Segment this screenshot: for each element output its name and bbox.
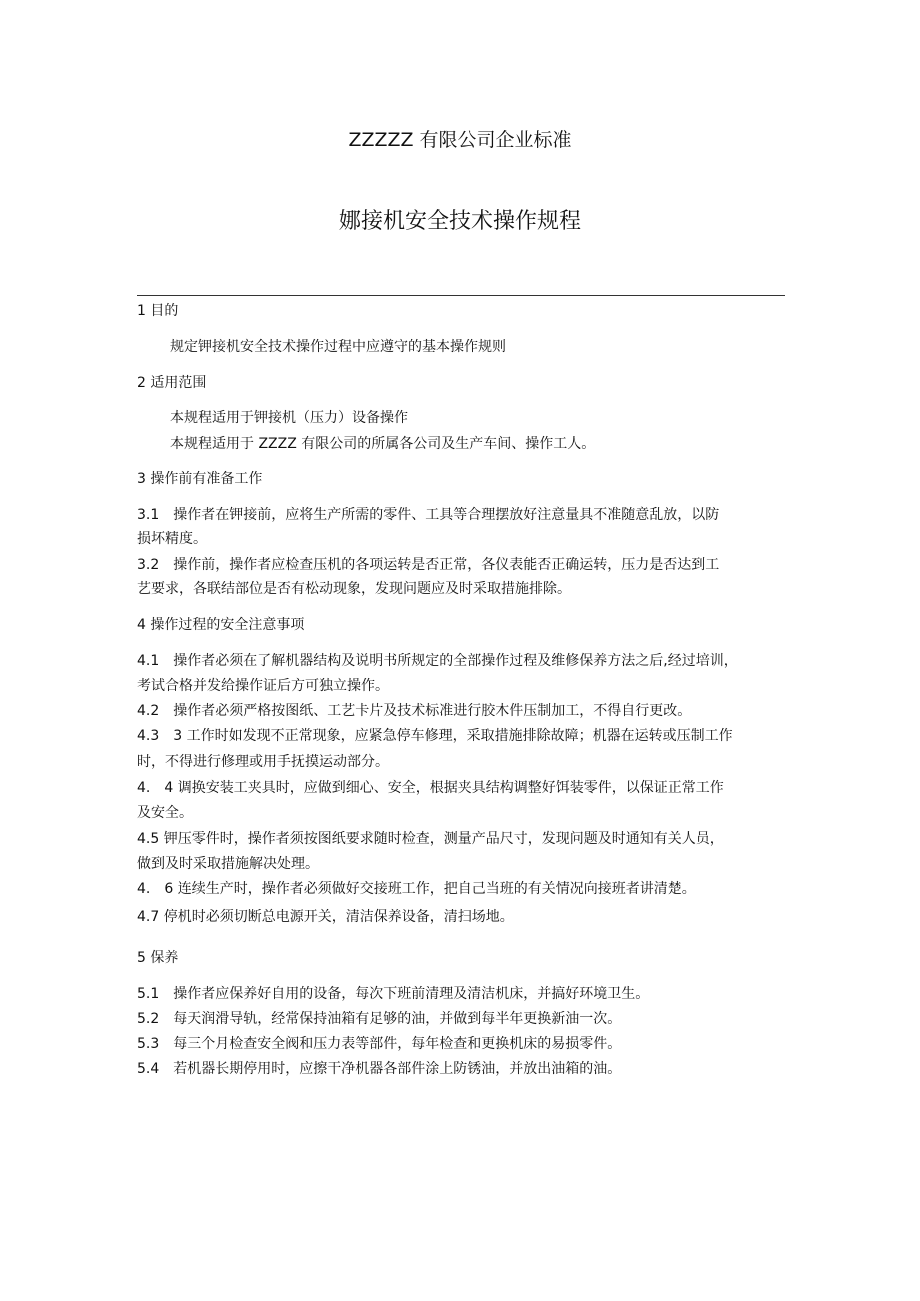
clause-3-1-line-2: 损坏精度。 — [137, 531, 207, 547]
clause-4-4-line-2: 及安全。 — [137, 805, 193, 821]
clause-4-3-line-2: 时，不得进行修理或用手抚摸运动部分。 — [137, 754, 389, 770]
section-5-heading: 5 保养 — [137, 950, 179, 966]
section-1-heading: 1 目的 — [137, 303, 179, 319]
clause-5-4: 5.4 若机器长期停用时，应擦干净机器各部件涂上防锈油，并放出油箱的油。 — [137, 1061, 622, 1077]
clause-3-2-line-1: 3.2 操作前，操作者应检查压机的各项运转是否正常，各仪表能否正确运转，压力是否达到工 — [137, 557, 720, 573]
clause-5-1: 5.1 操作者应保养好自用的设备，每次下班前清理及清洁机床，并搞好环境卫生。 — [137, 986, 650, 1002]
clause-3-1-line-1: 3.1 操作者在钾接前，应将生产所需的零件、工具等合理摆放好注意量具不准随意乱放，以防 — [137, 507, 720, 523]
clause-4-2-line-1: 4.2 操作者必须严格按图纸、工艺卡片及技术标准进行胶木件压制加工，不得自行更改。 — [137, 703, 692, 719]
clause-4-1-line-2: 考试合格并发给操作证后方可独立操作。 — [137, 678, 389, 694]
clause-5-2: 5.2 每天润滑导轨，经常保持油箱有足够的油，并做到每半年更换新油一次。 — [137, 1011, 622, 1027]
clause-4-5-line-1: 4.5 钾压零件时，操作者须按图纸要求随时检查，测量产品尺寸，发现问题及时通知有关人员， — [137, 831, 724, 847]
document-title: 娜接机安全技术操作规程 — [338, 209, 581, 234]
clause-4-6-line-1: 4. 6 连续生产时，操作者必须做好交接班工作，把自己当班的有关情况向接班者讲清楚。 — [137, 881, 696, 897]
clause-4-5-line-2: 做到及时采取措施解决处理。 — [137, 856, 319, 872]
title-divider — [137, 295, 785, 296]
clause-4-7-line-1: 4.7 停机时必须切断总电源开关，清洁保养设备，清扫场地。 — [137, 909, 514, 925]
section-2-heading: 2 适用范围 — [137, 375, 207, 391]
clause-4-4-line-1: 4. 4 调换安装工夹具时，应做到细心、安全，根据夹具结构调整好饵装零件，以保证正常工作 — [137, 780, 724, 796]
section-1-paragraph: 规定钾接机安全技术操作过程中应遵守的基本操作规则 — [170, 339, 506, 355]
section-4-heading: 4 操作过程的安全注意事项 — [137, 617, 305, 633]
section-2-paragraph-2: 本规程适用于 ZZZZ 有限公司的所属各公司及生产车间、操作工人。 — [170, 436, 596, 452]
clause-3-2-line-2: 艺要求，各联结部位是否有松动现象，发现问题应及时采取措施排除。 — [137, 581, 571, 597]
company-standard-header: ZZZZZ 有限公司企业标准 — [348, 129, 572, 151]
clause-4-3-line-1: 4.3 3 工作时如发现不正常现象，应紧急停车修理，采取措施排除故障；机器在运转或压制工作 — [137, 728, 733, 744]
section-2-paragraph-1: 本规程适用于钾接机（压力）设备操作 — [170, 410, 408, 426]
clause-4-1-line-1: 4.1 操作者必须在了解机器结构及说明书所规定的全部操作过程及维修保养方法之后,经过培训， — [137, 653, 738, 669]
clause-5-3: 5.3 每三个月检查安全阀和压力表等部件，每年检查和更换机床的易损零件。 — [137, 1036, 622, 1052]
section-3-heading: 3 操作前有准备工作 — [137, 471, 263, 487]
